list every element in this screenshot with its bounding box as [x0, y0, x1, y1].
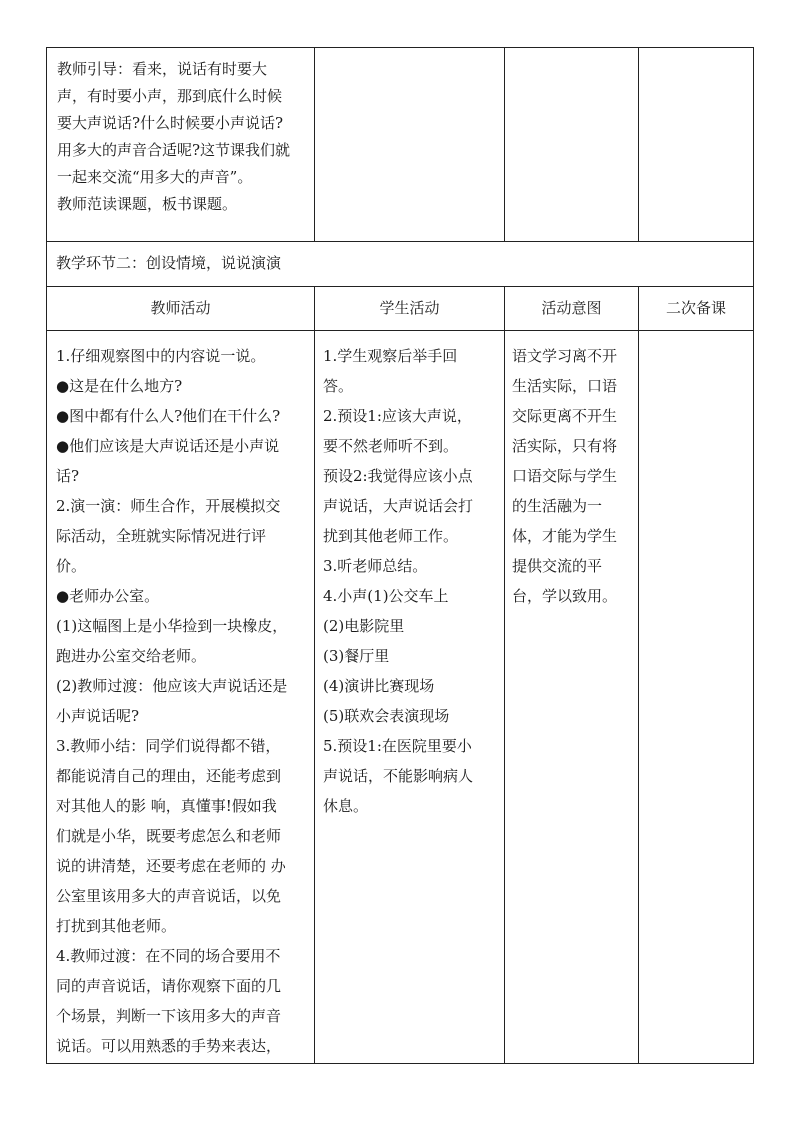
header-prep-label: 二次备课 — [665, 299, 726, 317]
student-activity-line: (5)联欢会表演现场 — [323, 707, 450, 725]
intro-empty-cell-4 — [639, 48, 754, 242]
student-activity-line: 2.预设1:应该大声说， — [323, 407, 472, 425]
teacher-activity-line: 跑进办公室交给老师。 — [56, 647, 207, 665]
student-activity-line: 声说话，大声说话会打 — [323, 497, 474, 515]
purpose-line: 交际更离不开生 — [512, 407, 618, 425]
teacher-activity-line: ●老师办公室。 — [56, 587, 160, 605]
student-activity-cell — [315, 331, 505, 1064]
purpose-line: 提供交流的平 — [512, 557, 603, 575]
student-activity-text — [315, 331, 504, 820]
teacher-activity-cell — [47, 331, 315, 1064]
teacher-activity-line: ●图中都有什么人?他们在干什么? — [56, 407, 281, 425]
intro-row — [47, 48, 754, 242]
purpose-line: 语文学习离不开 — [512, 347, 618, 365]
student-activity-line: 4.小声(1)公交车上 — [323, 587, 449, 605]
purpose-line: 的生活融为一 — [512, 497, 603, 515]
teacher-activity-line: 2.演一演：师生合作，开展模拟交 — [56, 497, 281, 515]
lesson-plan-table — [46, 47, 754, 1064]
intro-line: 教师范读课题，板书课题。 — [57, 195, 238, 213]
student-activity-line: (2)电影院里 — [323, 617, 405, 635]
student-activity-line: 要不然老师听不到。 — [323, 437, 459, 455]
student-activity-line: 扰到其他老师工作。 — [323, 527, 459, 545]
student-activity-line: (4)演讲比赛现场 — [323, 677, 435, 695]
intro-empty-cell-2 — [315, 48, 505, 242]
section-title: 教学环节二：创设情境，说说演演 — [56, 254, 282, 272]
purpose-line: 口语交际与学生 — [512, 467, 618, 485]
purpose-line: 体，才能为学生 — [512, 527, 618, 545]
teacher-activity-line: 3.教师小结：同学们说得都不错， — [56, 737, 281, 755]
teacher-activity-line: 小声说话呢? — [56, 707, 140, 725]
header-teacher-label: 教师活动 — [150, 299, 211, 317]
header-student-activity — [315, 287, 505, 331]
teacher-activity-line: 公室里该用多大的声音说话，以免 — [56, 887, 282, 905]
teacher-activity-line: ●他们应该是大声说话还是小声说 — [56, 437, 280, 455]
second-prep-cell — [639, 331, 754, 1064]
student-activity-line: 声说话，不能影响病人 — [323, 767, 474, 785]
teacher-activity-line: 话? — [56, 467, 80, 485]
header-teacher-activity — [47, 287, 315, 331]
teacher-activity-text — [47, 331, 314, 1060]
teacher-activity-line: 价。 — [56, 557, 87, 575]
teacher-activity-line: 1.仔细观察图中的内容说一说。 — [56, 347, 266, 365]
intro-line: 教师引导：看来，说话有时要大 — [57, 60, 268, 78]
header-row — [47, 287, 754, 331]
teacher-activity-line: 打扰到其他老师。 — [56, 917, 177, 935]
teacher-activity-line: 都能说清自己的理由，还能考虑到 — [56, 767, 282, 785]
purpose-line: 台，学以致用。 — [512, 587, 618, 605]
teacher-activity-line: 说话。可以用熟悉的手势来表达， — [56, 1037, 282, 1055]
teacher-activity-line: 说的讲清楚，还要考虑在老师的 办 — [56, 857, 286, 875]
section-row — [47, 242, 754, 287]
student-activity-line: 3.听老师总结。 — [323, 557, 428, 575]
teacher-activity-line: 们就是小华，既要考虑怎么和老师 — [56, 827, 282, 845]
teacher-activity-line: (2)教师过渡：他应该大声说话还是 — [56, 677, 288, 695]
intro-empty-cell-3 — [505, 48, 639, 242]
header-purpose-label: 活动意图 — [541, 299, 602, 317]
teacher-activity-line: (1)这幅图上是小华捡到一块橡皮， — [56, 617, 288, 635]
activity-purpose-cell — [505, 331, 639, 1064]
intro-line: 声，有时要小声，那到底什么时候 — [57, 87, 283, 105]
purpose-line: 生活实际，口语 — [512, 377, 618, 395]
header-student-label: 学生活动 — [379, 299, 440, 317]
teacher-activity-line: ●这是在什么地方? — [56, 377, 183, 395]
teacher-activity-line: 个场景，判断一下该用多大的声音 — [56, 1007, 282, 1025]
student-activity-line: 休息。 — [323, 797, 369, 815]
teacher-activity-line: 际活动，全班就实际情况进行评 — [56, 527, 267, 545]
student-activity-line: 预设2:我觉得应该小点 — [323, 467, 473, 485]
student-activity-line: (3)餐厅里 — [323, 647, 390, 665]
student-activity-line: 5.预设1:在医院里要小 — [323, 737, 472, 755]
second-prep-text — [639, 331, 753, 343]
purpose-line: 活实际，只有将 — [512, 437, 618, 455]
intro-cell — [47, 48, 315, 242]
teacher-activity-line: 4.教师过渡：在不同的场合要用不 — [56, 947, 281, 965]
student-activity-line: 答。 — [323, 377, 354, 395]
intro-line: 用多大的声音合适呢?这节课我们就 — [57, 141, 291, 159]
teacher-activity-line: 对其他人的影 响，真懂事!假如我 — [56, 797, 277, 815]
body-row — [47, 331, 754, 1064]
header-second-prep — [639, 287, 754, 331]
activity-purpose-text — [505, 331, 638, 610]
teacher-activity-line: 同的声音说话，请你观察下面的几 — [56, 977, 282, 995]
intro-line: 要大声说话?什么时候要小声说话? — [57, 114, 284, 132]
intro-line: 一起来交流“用多大的声音”。 — [57, 168, 253, 186]
intro-text — [47, 48, 314, 218]
student-activity-line: 1.学生观察后举手回 — [323, 347, 458, 365]
section-cell — [47, 242, 754, 287]
header-activity-purpose — [505, 287, 639, 331]
